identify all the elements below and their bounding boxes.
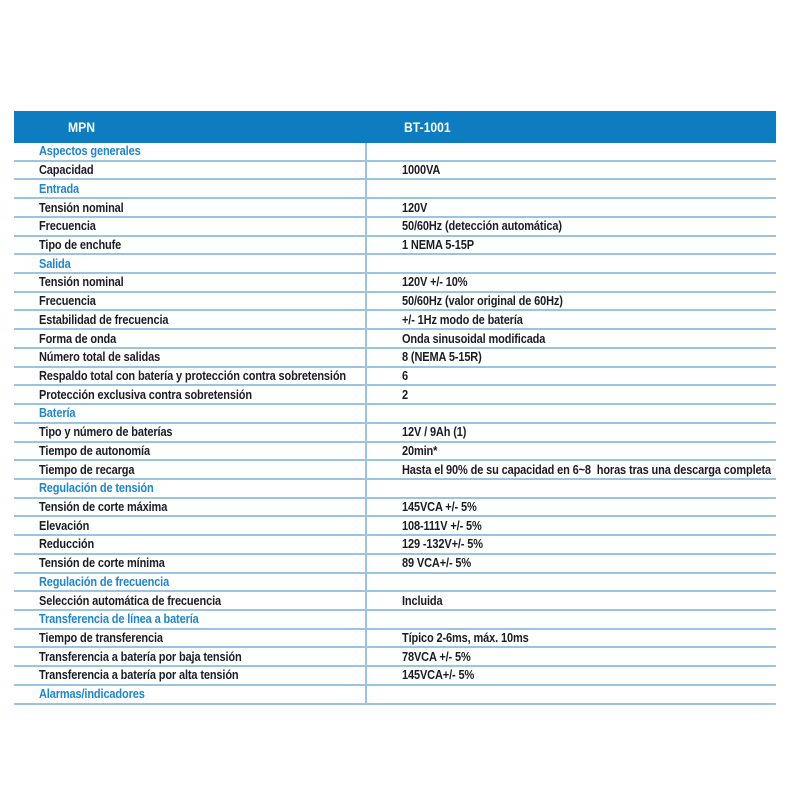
- spec-value-cell: [365, 536, 776, 553]
- spec-label: Reducción: [39, 537, 95, 552]
- spec-label-cell: [14, 555, 365, 572]
- table-row: [14, 274, 776, 293]
- section-title: Salida: [39, 256, 71, 271]
- spec-label: Respaldo total con batería y protección contra sobretensión: [39, 368, 346, 383]
- spec-value: 8 (NEMA 5-15R): [402, 350, 482, 365]
- table-row: [14, 293, 776, 312]
- section-row: [14, 611, 776, 630]
- spec-value: 50/60Hz (valor original de 60Hz): [402, 294, 563, 309]
- spec-value-cell: [365, 368, 776, 385]
- spec-value: 12V / 9Ah (1): [402, 425, 467, 440]
- section-row: [14, 255, 776, 274]
- spec-value-cell: [365, 349, 776, 366]
- spec-label: Selección automática de frecuencia: [39, 593, 221, 608]
- spec-label: Tiempo de transferencia: [39, 631, 163, 646]
- spec-value-cell: [365, 443, 776, 460]
- table-row: [14, 386, 776, 405]
- spec-value: Incluida: [402, 593, 443, 608]
- header-cell-model: [365, 120, 776, 135]
- spec-label: Tensión de corte máxima: [39, 500, 168, 515]
- spec-value: 108-111V +/- 5%: [402, 518, 482, 533]
- spec-value-cell: [365, 405, 776, 422]
- spec-label-cell: [14, 592, 365, 609]
- spec-value: 145VCA+/- 5%: [402, 668, 475, 683]
- spec-label-cell: [14, 499, 365, 516]
- section-title: Entrada: [39, 181, 80, 196]
- header-cell-mpn: [14, 120, 365, 135]
- spec-value: 129 -132V+/- 5%: [402, 537, 483, 552]
- spec-label: Tensión de corte mínima: [39, 556, 165, 571]
- spec-label: Transferencia a batería por alta tensión: [39, 668, 239, 683]
- spec-label: Tiempo de recarga: [39, 462, 135, 477]
- table-row: [14, 536, 776, 555]
- spec-value-cell: [365, 480, 776, 497]
- section-row: [14, 405, 776, 424]
- spec-label-cell: [14, 630, 365, 647]
- spec-value-cell: [365, 237, 776, 254]
- spec-label-cell: [14, 274, 365, 291]
- spec-label-cell: [14, 536, 365, 553]
- section-row: [14, 574, 776, 593]
- spec-value-cell: [365, 199, 776, 216]
- spec-value: 145VCA +/- 5%: [402, 500, 477, 515]
- section-title-cell: [14, 686, 365, 703]
- section-title-cell: [14, 574, 365, 591]
- spec-value-cell: [365, 592, 776, 609]
- header-model-label: BT-1001: [404, 119, 451, 135]
- spec-label-cell: [14, 517, 365, 534]
- table-row: [14, 517, 776, 536]
- spec-value-cell: [365, 555, 776, 572]
- spec-label-cell: [14, 443, 365, 460]
- spec-label: Número total de salidas: [39, 350, 161, 365]
- section-title: Aspectos generales: [39, 144, 141, 159]
- table-header-row: [14, 111, 776, 143]
- spec-value-cell: [365, 630, 776, 647]
- spec-value-cell: [365, 667, 776, 684]
- spec-value: 89 VCA+/- 5%: [402, 556, 472, 571]
- spec-label: Tensión nominal: [39, 275, 124, 290]
- spec-value-cell: [365, 162, 776, 179]
- spec-label-cell: [14, 667, 365, 684]
- table-row: [14, 237, 776, 256]
- spec-label: Frecuencia: [39, 294, 96, 309]
- section-row: [14, 480, 776, 499]
- table-row: [14, 648, 776, 667]
- spec-value-cell: [365, 293, 776, 310]
- spec-value-cell: [365, 611, 776, 628]
- spec-value: 2: [402, 387, 408, 402]
- spec-label-cell: [14, 368, 365, 385]
- spec-value-cell: [365, 180, 776, 197]
- section-title-cell: [14, 143, 365, 160]
- spec-value: 78VCA +/- 5%: [402, 649, 471, 664]
- section-title-cell: [14, 480, 365, 497]
- spec-value: 120V: [402, 200, 428, 215]
- section-title: Regulación de frecuencia: [39, 574, 170, 589]
- section-title: Regulación de tensión: [39, 481, 154, 496]
- table-row: [14, 199, 776, 218]
- spec-value: Onda sinusoidal modificada: [402, 331, 546, 346]
- spec-label-cell: [14, 311, 365, 328]
- spec-label: Tiempo de autonomía: [39, 443, 150, 458]
- spec-value-cell: [365, 255, 776, 272]
- spec-value-cell: [365, 386, 776, 403]
- table-row: [14, 330, 776, 349]
- spec-value: Hasta el 90% de su capacidad en 6~8 horas tras una descarga completa: [402, 462, 772, 477]
- spec-label: Protección exclusiva contra sobretensión: [39, 387, 252, 402]
- section-title-cell: [14, 611, 365, 628]
- section-title-cell: [14, 405, 365, 422]
- section-row: [14, 180, 776, 199]
- table-row: [14, 667, 776, 686]
- spec-label-cell: [14, 218, 365, 235]
- header-mpn-label: MPN: [68, 119, 95, 135]
- spec-value-cell: [365, 686, 776, 703]
- section-row: [14, 686, 776, 705]
- table-row: [14, 218, 776, 237]
- spec-label: Tipo y número de baterías: [39, 425, 173, 440]
- spec-value-cell: [365, 648, 776, 665]
- spec-value-cell: [365, 330, 776, 347]
- table-row: [14, 368, 776, 387]
- section-title-cell: [14, 255, 365, 272]
- spec-label: Elevación: [39, 518, 90, 533]
- spec-value-cell: [365, 499, 776, 516]
- spec-value-cell: [365, 517, 776, 534]
- spec-label-cell: [14, 330, 365, 347]
- section-title: Batería: [39, 406, 76, 421]
- spec-value-cell: [365, 424, 776, 441]
- table-row: [14, 461, 776, 480]
- section-title-cell: [14, 180, 365, 197]
- spec-value-cell: [365, 143, 776, 160]
- spec-label-cell: [14, 424, 365, 441]
- spec-table: [14, 111, 776, 705]
- table-row: [14, 162, 776, 181]
- spec-label-cell: [14, 386, 365, 403]
- spec-value: 120V +/- 10%: [402, 275, 468, 290]
- section-title: Transferencia de línea a batería: [39, 612, 199, 627]
- spec-value-cell: [365, 311, 776, 328]
- spec-value: 20min*: [402, 443, 438, 458]
- table-row: [14, 443, 776, 462]
- spec-label: Capacidad: [39, 163, 94, 178]
- spec-label-cell: [14, 293, 365, 310]
- table-row: [14, 630, 776, 649]
- table-row: [14, 592, 776, 611]
- section-title: Alarmas/indicadores: [39, 687, 145, 702]
- spec-value: +/- 1Hz modo de batería: [402, 312, 523, 327]
- spec-label: Tensión nominal: [39, 200, 124, 215]
- table-body: [14, 143, 776, 705]
- spec-value: 6: [402, 368, 408, 383]
- spec-value: 50/60Hz (detección automática): [402, 219, 562, 234]
- section-row: [14, 143, 776, 162]
- table-row: [14, 555, 776, 574]
- spec-label-cell: [14, 648, 365, 665]
- spec-label-cell: [14, 237, 365, 254]
- spec-label-cell: [14, 461, 365, 478]
- spec-label: Tipo de enchufe: [39, 237, 122, 252]
- spec-value-cell: [365, 274, 776, 291]
- spec-label: Estabilidad de frecuencia: [39, 312, 169, 327]
- spec-label: Frecuencia: [39, 219, 96, 234]
- spec-value: 1 NEMA 5-15P: [402, 237, 474, 252]
- table-row: [14, 349, 776, 368]
- spec-label-cell: [14, 162, 365, 179]
- spec-value: Típico 2-6ms, máx. 10ms: [402, 631, 529, 646]
- table-row: [14, 499, 776, 518]
- spec-label: Transferencia a batería por baja tensión: [39, 649, 242, 664]
- spec-label-cell: [14, 349, 365, 366]
- spec-value-cell: [365, 574, 776, 591]
- spec-value: 1000VA: [402, 163, 441, 178]
- table-row: [14, 311, 776, 330]
- spec-label-cell: [14, 199, 365, 216]
- spec-value-cell: [365, 461, 776, 478]
- table-row: [14, 424, 776, 443]
- spec-label: Forma de onda: [39, 331, 117, 346]
- spec-value-cell: [365, 218, 776, 235]
